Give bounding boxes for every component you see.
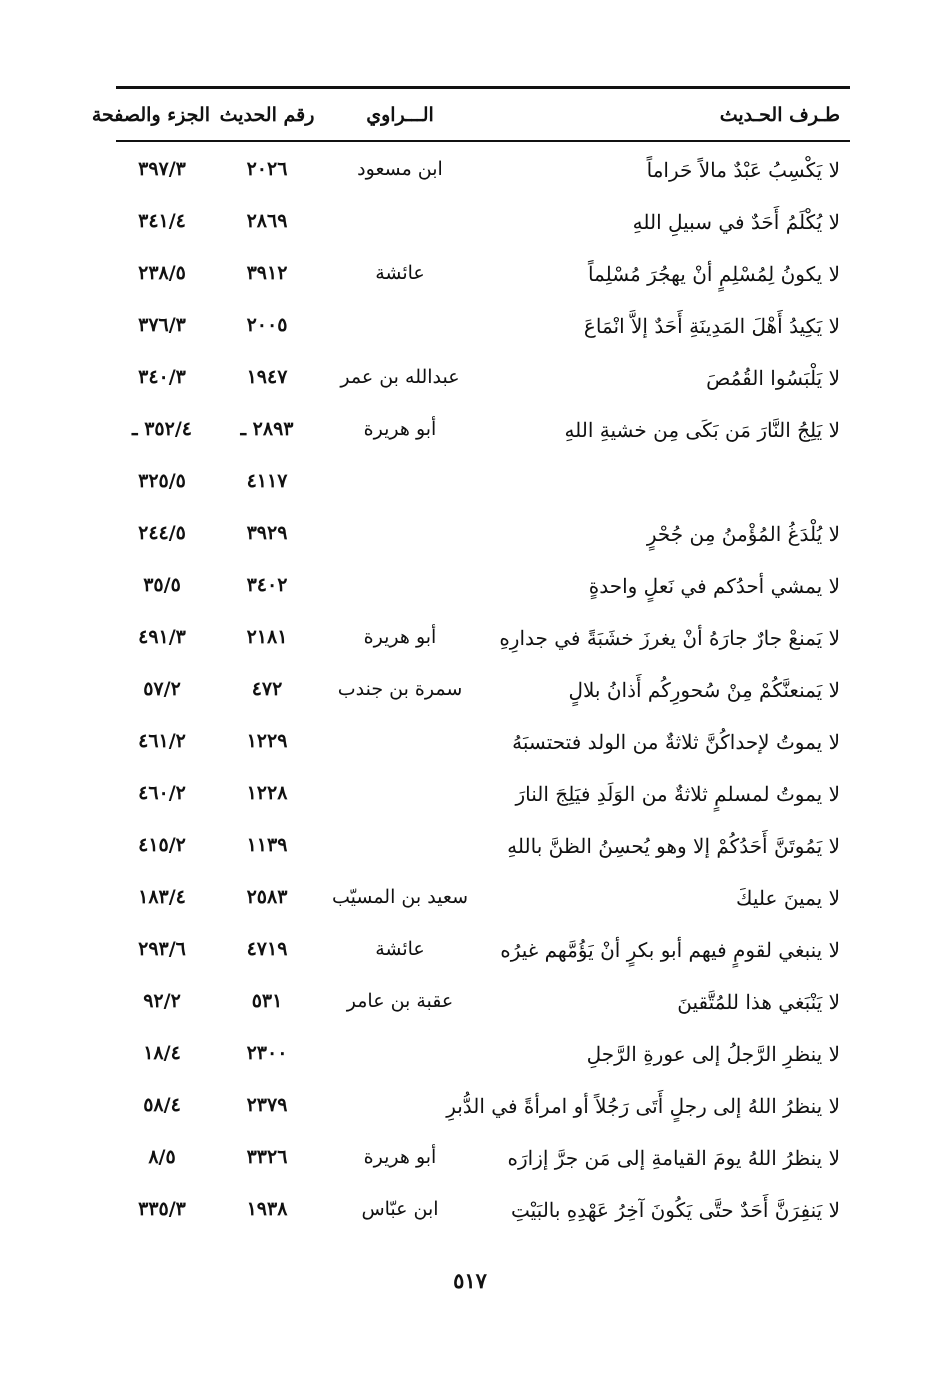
volume-page: ٣٤٠/٣ [138, 366, 186, 388]
hadith-number: ٤٧٢ [251, 678, 283, 700]
hadith-number: ٢٨٦٩ [246, 210, 288, 232]
hadith-number: ١٩٤٧ [246, 366, 288, 388]
table-row [116, 1186, 850, 1238]
volume-page: ٣٢٥/٥ [138, 470, 186, 492]
hadith-text: لا يموتُ لإحداكُنَّ ثلاثةٌ من الولد فتحتسبَهُ [512, 730, 840, 754]
volume-page: ٣٧٦/٣ [138, 314, 186, 336]
page-number: ٥١٧ [453, 1268, 487, 1293]
volume-page: ٥٧/٢ [143, 678, 181, 700]
header-hadith-number: رقم الحديث [219, 104, 315, 126]
table-row [116, 1134, 850, 1186]
table-row [116, 406, 850, 458]
narrator: عقبة بن عامر [346, 990, 454, 1012]
table-body [116, 146, 850, 1238]
volume-page: ٥٨/٤ [143, 1094, 181, 1116]
hadith-text: لا يَلِجُ النَّارَ مَن بَكَى مِن خشيةِ اللهِ [564, 418, 840, 442]
narrator: أبو هريرة [363, 626, 437, 648]
table-row [116, 562, 850, 614]
narrator: ابن عبّاس [361, 1198, 439, 1220]
table-row [116, 666, 850, 718]
hadith-text: لا ينظرُ اللهُ إلى رجلٍ أَتَى رَجُلاً أو امرأةً في الدُّبرِ [446, 1094, 840, 1118]
hadith-text: لا يَكْسِبُ عَبْدٌ مالاً حَراماً [646, 158, 840, 182]
table-row [116, 510, 850, 562]
hadith-number: ٢٨٩٣ ـ [240, 418, 294, 440]
volume-page: ٣٤١/٤ [138, 210, 186, 232]
volume-page: ١٨/٤ [143, 1042, 181, 1064]
hadith-text: لا ينبغي لقومٍ فيهم أبو بكرٍ أنْ يَؤُمَّهم غيرُه [500, 938, 840, 962]
table-row [116, 822, 850, 874]
table-row [116, 458, 850, 510]
hadith-text: لا ينظرِ الرَّجلُ إلى عورةِ الرَّجلِ [586, 1042, 840, 1066]
hadith-text: لا يَمنعنَّكُمْ مِنْ سُحورِكُم أَذانُ بلالٍ [568, 678, 840, 702]
hadith-text: لا يكونُ لِمُسْلِمٍ أنْ يهجُرَ مُسْلِماً [587, 262, 840, 286]
hadith-number: ١١٣٩ [246, 834, 288, 856]
hadith-number: ٢٠٠٥ [246, 314, 288, 336]
volume-page: ٢٣٨/٥ [138, 262, 186, 284]
table-row [116, 770, 850, 822]
narrator: سعيد بن المسيّب [331, 886, 468, 908]
table-row [116, 1030, 850, 1082]
volume-page: ٩٢/٢ [143, 990, 181, 1012]
table-row [116, 874, 850, 926]
hadith-number: ٤٧١٩ [246, 938, 288, 960]
volume-page: ٣٩٧/٣ [138, 158, 186, 180]
hadith-text: لا يمينَ عليكَ [736, 886, 840, 910]
hadith-number: ٣٩٢٩ [246, 522, 288, 544]
narrator: أبو هريرة [363, 418, 437, 440]
top-rule [116, 86, 850, 89]
table-header [91, 96, 850, 136]
hadith-number: ٣٣٢٦ [246, 1146, 288, 1168]
hadith-number: ١٢٢٩ [246, 730, 288, 752]
hadith-number: ٣٤٠٢ [246, 574, 288, 596]
header-volume-page: الجزء والصفحة [91, 104, 210, 126]
volume-page: ١٨٣/٤ [138, 886, 186, 908]
table-row [116, 354, 850, 406]
narrator: ابن مسعود [357, 158, 443, 180]
hadith-text: لا ينظرُ اللهُ يومَ القيامةِ إلى مَن جرَّ إزارَه [507, 1146, 840, 1170]
volume-page: ٤٩١/٣ [138, 626, 186, 648]
hadith-text: لا يَمُوتَنَّ أَحَدُكُمْ إلا وهو يُحسِنُ الظنَّ باللهِ [507, 834, 840, 858]
hadith-number: ٢١٨١ [246, 626, 288, 648]
hadith-text: لا يَلْبَسُوا القُمُصَ [706, 366, 840, 390]
table-row [116, 146, 850, 198]
hadith-number: ١٢٢٨ [246, 782, 288, 804]
table-row [116, 926, 850, 978]
narrator: عبدالله بن عمر [340, 366, 460, 388]
hadith-text: لا يُكْلَمُ أَحَدٌ في سبيلِ اللهِ [632, 210, 840, 234]
header-hadith-text: طـرف الحـديث [719, 104, 840, 126]
hadith-number: ٢٠٢٦ [246, 158, 288, 180]
volume-page: ٤٦١/٢ [138, 730, 186, 752]
hadith-number: ٢٣٠٠ [246, 1042, 288, 1064]
volume-page: ٢٩٣/٦ [138, 938, 186, 960]
volume-page: ٤١٥/٢ [138, 834, 186, 856]
hadith-text: لا يَمنعْ جارٌ جارَهُ أنْ يغرزَ خشَبَةً في جدارِهِ [499, 626, 840, 650]
hadith-text: لا يمشي أحدُكم في نَعلٍ واحدةٍ [588, 574, 840, 598]
hadith-number: ٢٣٧٩ [246, 1094, 288, 1116]
volume-page: ٤٦٠/٢ [138, 782, 186, 804]
header-rule [116, 140, 850, 142]
hadith-text: لا يَنفِرَنَّ أَحَدٌ حتَّى يَكُونَ آخِرُ عَهْدِهِ بالبَيْتِ [510, 1198, 840, 1222]
hadith-number: ٣٩١٢ [246, 262, 288, 284]
table-row [116, 614, 850, 666]
hadith-text: لا يَكِيدُ أَهْلَ المَدِينَةِ أَحَدٌ إلاَّ انْمَاعَ [583, 314, 840, 338]
table-row [116, 302, 850, 354]
hadith-number: ٢٥٨٣ [246, 886, 288, 908]
header-narrator: الـــراوي [366, 104, 434, 126]
narrator: عائشة [375, 262, 425, 284]
volume-page: ٣٥/٥ [143, 574, 181, 596]
table-row [116, 198, 850, 250]
volume-page: ٨/٥ [148, 1146, 176, 1168]
hadith-text: لا يَنْبَغي هذا للمُتَّقينَ [677, 990, 840, 1014]
table-row [116, 250, 850, 302]
table-row [116, 978, 850, 1030]
hadith-text: لا يموتُ لمسلمٍ ثلاثةٌ من الوَلَدِ فيَلِجَ النارَ [515, 782, 840, 806]
hadith-number: ٤١١٧ [246, 470, 288, 492]
volume-page: ٣٣٥/٣ [138, 1198, 186, 1220]
volume-page: ٢٤٤/٥ [138, 522, 186, 544]
narrator: عائشة [375, 938, 425, 960]
narrator: أبو هريرة [363, 1146, 437, 1168]
narrator: سمرة بن جندب [337, 678, 463, 700]
table-row [116, 718, 850, 770]
volume-page: ٣٥٢/٤ ـ [132, 418, 192, 440]
hadith-number: ٥٣١ [251, 990, 283, 1012]
hadith-text: لا يُلْدَغُ المُؤْمنُ مِن جُحْرٍ [646, 522, 840, 546]
hadith-number: ١٩٣٨ [246, 1198, 288, 1220]
table-row [116, 1082, 850, 1134]
